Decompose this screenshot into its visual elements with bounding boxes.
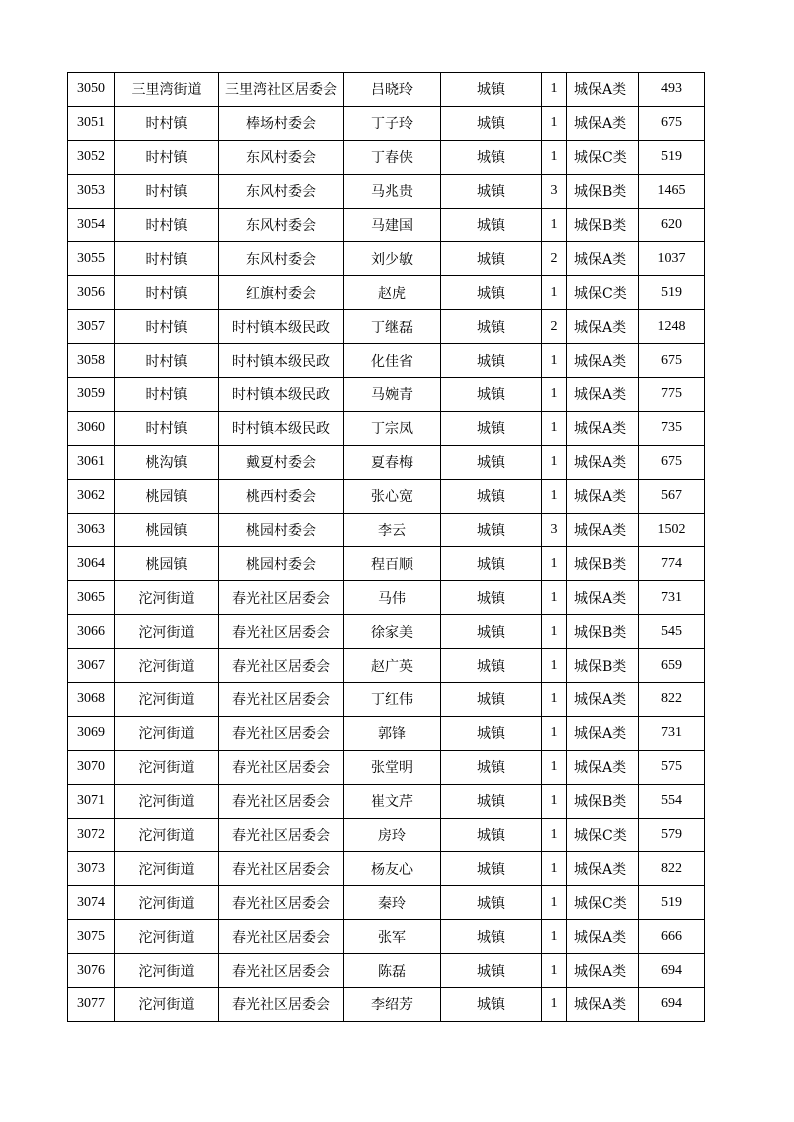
cell-persons: 1 bbox=[542, 411, 567, 445]
cell-area-type: 城镇 bbox=[441, 716, 542, 750]
cell-amount: 620 bbox=[639, 208, 705, 242]
cell-town: 时村镇 bbox=[115, 208, 219, 242]
cell-committee: 春光社区居委会 bbox=[219, 818, 344, 852]
table-row bbox=[68, 852, 705, 886]
table-row bbox=[68, 818, 705, 852]
cell-town: 三里湾街道 bbox=[115, 73, 219, 107]
cell-town: 桃园镇 bbox=[115, 547, 219, 581]
cell-name: 房玲 bbox=[344, 818, 441, 852]
cell-town: 沱河街道 bbox=[115, 649, 219, 683]
cell-area-type: 城镇 bbox=[441, 920, 542, 954]
cell-amount: 694 bbox=[639, 954, 705, 988]
cell-town: 沱河街道 bbox=[115, 784, 219, 818]
cell-persons: 1 bbox=[542, 852, 567, 886]
cell-persons: 1 bbox=[542, 750, 567, 784]
cell-category: 城保A类 bbox=[567, 750, 639, 784]
cell-town: 时村镇 bbox=[115, 242, 219, 276]
cell-amount: 822 bbox=[639, 683, 705, 717]
cell-name: 秦玲 bbox=[344, 886, 441, 920]
cell-category: 城保B类 bbox=[567, 784, 639, 818]
cell-record-number: 3063 bbox=[68, 513, 115, 547]
cell-amount: 659 bbox=[639, 649, 705, 683]
cell-name: 丁宗凤 bbox=[344, 411, 441, 445]
cell-persons: 1 bbox=[542, 106, 567, 140]
table-row bbox=[68, 581, 705, 615]
cell-amount: 519 bbox=[639, 140, 705, 174]
cell-amount: 774 bbox=[639, 547, 705, 581]
cell-committee: 桃园村委会 bbox=[219, 513, 344, 547]
cell-area-type: 城镇 bbox=[441, 106, 542, 140]
cell-persons: 1 bbox=[542, 479, 567, 513]
cell-record-number: 3061 bbox=[68, 445, 115, 479]
cell-category: 城保A类 bbox=[567, 106, 639, 140]
cell-category: 城保A类 bbox=[567, 852, 639, 886]
cell-town: 沱河街道 bbox=[115, 954, 219, 988]
cell-town: 桃沟镇 bbox=[115, 445, 219, 479]
cell-persons: 1 bbox=[542, 920, 567, 954]
cell-category: 城保A类 bbox=[567, 479, 639, 513]
cell-category: 城保A类 bbox=[567, 378, 639, 412]
table-row bbox=[68, 920, 705, 954]
cell-record-number: 3067 bbox=[68, 649, 115, 683]
cell-amount: 579 bbox=[639, 818, 705, 852]
cell-area-type: 城镇 bbox=[441, 547, 542, 581]
cell-area-type: 城镇 bbox=[441, 310, 542, 344]
table-row bbox=[68, 954, 705, 988]
cell-record-number: 3050 bbox=[68, 73, 115, 107]
cell-committee: 东风村委会 bbox=[219, 208, 344, 242]
cell-area-type: 城镇 bbox=[441, 750, 542, 784]
cell-name: 化佳省 bbox=[344, 344, 441, 378]
cell-amount: 694 bbox=[639, 988, 705, 1022]
cell-persons: 1 bbox=[542, 276, 567, 310]
cell-amount: 575 bbox=[639, 750, 705, 784]
table-row bbox=[68, 716, 705, 750]
cell-name: 赵广英 bbox=[344, 649, 441, 683]
cell-category: 城保C类 bbox=[567, 140, 639, 174]
table-row bbox=[68, 988, 705, 1022]
cell-town: 沱河街道 bbox=[115, 852, 219, 886]
cell-persons: 3 bbox=[542, 174, 567, 208]
cell-area-type: 城镇 bbox=[441, 886, 542, 920]
cell-category: 城保A类 bbox=[567, 683, 639, 717]
cell-amount: 675 bbox=[639, 344, 705, 378]
cell-record-number: 3077 bbox=[68, 988, 115, 1022]
cell-record-number: 3070 bbox=[68, 750, 115, 784]
table-row bbox=[68, 174, 705, 208]
cell-area-type: 城镇 bbox=[441, 513, 542, 547]
cell-name: 马兆贵 bbox=[344, 174, 441, 208]
cell-committee: 东风村委会 bbox=[219, 174, 344, 208]
table-row bbox=[68, 411, 705, 445]
table-row bbox=[68, 445, 705, 479]
cell-committee: 春光社区居委会 bbox=[219, 920, 344, 954]
cell-category: 城保A类 bbox=[567, 716, 639, 750]
cell-persons: 2 bbox=[542, 310, 567, 344]
table-row bbox=[68, 547, 705, 581]
cell-town: 时村镇 bbox=[115, 140, 219, 174]
table-row bbox=[68, 73, 705, 107]
cell-area-type: 城镇 bbox=[441, 445, 542, 479]
cell-committee: 棒场村委会 bbox=[219, 106, 344, 140]
cell-name: 程百顺 bbox=[344, 547, 441, 581]
cell-town: 沱河街道 bbox=[115, 750, 219, 784]
cell-amount: 1502 bbox=[639, 513, 705, 547]
cell-name: 张心宽 bbox=[344, 479, 441, 513]
table-row bbox=[68, 310, 705, 344]
cell-name: 郭锋 bbox=[344, 716, 441, 750]
cell-name: 丁子玲 bbox=[344, 106, 441, 140]
table-row bbox=[68, 784, 705, 818]
cell-record-number: 3062 bbox=[68, 479, 115, 513]
cell-area-type: 城镇 bbox=[441, 649, 542, 683]
cell-amount: 675 bbox=[639, 445, 705, 479]
cell-name: 赵虎 bbox=[344, 276, 441, 310]
cell-record-number: 3051 bbox=[68, 106, 115, 140]
cell-area-type: 城镇 bbox=[441, 683, 542, 717]
cell-name: 刘少敏 bbox=[344, 242, 441, 276]
table-row bbox=[68, 344, 705, 378]
cell-name: 崔文芹 bbox=[344, 784, 441, 818]
cell-town: 桃园镇 bbox=[115, 513, 219, 547]
cell-record-number: 3069 bbox=[68, 716, 115, 750]
table-row bbox=[68, 479, 705, 513]
cell-category: 城保A类 bbox=[567, 73, 639, 107]
cell-name: 吕晓玲 bbox=[344, 73, 441, 107]
cell-area-type: 城镇 bbox=[441, 988, 542, 1022]
cell-record-number: 3053 bbox=[68, 174, 115, 208]
cell-area-type: 城镇 bbox=[441, 411, 542, 445]
cell-committee: 春光社区居委会 bbox=[219, 954, 344, 988]
cell-area-type: 城镇 bbox=[441, 479, 542, 513]
cell-area-type: 城镇 bbox=[441, 378, 542, 412]
cell-town: 时村镇 bbox=[115, 411, 219, 445]
table-row bbox=[68, 513, 705, 547]
cell-record-number: 3066 bbox=[68, 615, 115, 649]
cell-name: 马婉青 bbox=[344, 378, 441, 412]
cell-persons: 1 bbox=[542, 581, 567, 615]
cell-area-type: 城镇 bbox=[441, 852, 542, 886]
cell-committee: 春光社区居委会 bbox=[219, 988, 344, 1022]
cell-amount: 519 bbox=[639, 276, 705, 310]
cell-town: 时村镇 bbox=[115, 378, 219, 412]
cell-category: 城保A类 bbox=[567, 242, 639, 276]
cell-area-type: 城镇 bbox=[441, 174, 542, 208]
cell-committee: 三里湾社区居委会 bbox=[219, 73, 344, 107]
cell-category: 城保A类 bbox=[567, 988, 639, 1022]
cell-amount: 519 bbox=[639, 886, 705, 920]
cell-category: 城保C类 bbox=[567, 886, 639, 920]
cell-record-number: 3068 bbox=[68, 683, 115, 717]
cell-committee: 春光社区居委会 bbox=[219, 581, 344, 615]
cell-record-number: 3072 bbox=[68, 818, 115, 852]
cell-persons: 1 bbox=[542, 445, 567, 479]
cell-category: 城保B类 bbox=[567, 208, 639, 242]
cell-town: 沱河街道 bbox=[115, 988, 219, 1022]
cell-persons: 1 bbox=[542, 615, 567, 649]
cell-name: 杨友心 bbox=[344, 852, 441, 886]
cell-area-type: 城镇 bbox=[441, 615, 542, 649]
cell-record-number: 3076 bbox=[68, 954, 115, 988]
cell-record-number: 3058 bbox=[68, 344, 115, 378]
cell-record-number: 3052 bbox=[68, 140, 115, 174]
cell-committee: 时村镇本级民政 bbox=[219, 411, 344, 445]
cell-category: 城保C类 bbox=[567, 818, 639, 852]
cell-name: 马伟 bbox=[344, 581, 441, 615]
cell-committee: 时村镇本级民政 bbox=[219, 344, 344, 378]
cell-committee: 春光社区居委会 bbox=[219, 784, 344, 818]
cell-name: 张堂明 bbox=[344, 750, 441, 784]
cell-town: 时村镇 bbox=[115, 106, 219, 140]
cell-amount: 666 bbox=[639, 920, 705, 954]
cell-name: 陈磊 bbox=[344, 954, 441, 988]
cell-area-type: 城镇 bbox=[441, 242, 542, 276]
cell-town: 时村镇 bbox=[115, 310, 219, 344]
cell-record-number: 3075 bbox=[68, 920, 115, 954]
table-row bbox=[68, 208, 705, 242]
cell-record-number: 3065 bbox=[68, 581, 115, 615]
cell-category: 城保A类 bbox=[567, 581, 639, 615]
cell-category: 城保A类 bbox=[567, 411, 639, 445]
cell-town: 时村镇 bbox=[115, 344, 219, 378]
table-row bbox=[68, 886, 705, 920]
cell-amount: 1248 bbox=[639, 310, 705, 344]
cell-record-number: 3064 bbox=[68, 547, 115, 581]
cell-amount: 822 bbox=[639, 852, 705, 886]
table-row bbox=[68, 242, 705, 276]
table-row bbox=[68, 615, 705, 649]
cell-committee: 春光社区居委会 bbox=[219, 750, 344, 784]
cell-name: 徐家美 bbox=[344, 615, 441, 649]
cell-category: 城保A类 bbox=[567, 920, 639, 954]
cell-persons: 1 bbox=[542, 140, 567, 174]
cell-town: 时村镇 bbox=[115, 276, 219, 310]
cell-category: 城保A类 bbox=[567, 344, 639, 378]
cell-town: 桃园镇 bbox=[115, 479, 219, 513]
cell-persons: 1 bbox=[542, 344, 567, 378]
cell-committee: 春光社区居委会 bbox=[219, 683, 344, 717]
cell-category: 城保B类 bbox=[567, 547, 639, 581]
cell-category: 城保A类 bbox=[567, 954, 639, 988]
cell-category: 城保C类 bbox=[567, 276, 639, 310]
cell-committee: 春光社区居委会 bbox=[219, 716, 344, 750]
cell-area-type: 城镇 bbox=[441, 818, 542, 852]
table-row bbox=[68, 683, 705, 717]
cell-persons: 1 bbox=[542, 208, 567, 242]
table-row bbox=[68, 276, 705, 310]
cell-amount: 775 bbox=[639, 378, 705, 412]
cell-name: 李云 bbox=[344, 513, 441, 547]
cell-committee: 红旗村委会 bbox=[219, 276, 344, 310]
cell-town: 时村镇 bbox=[115, 174, 219, 208]
cell-town: 沱河街道 bbox=[115, 886, 219, 920]
cell-name: 张军 bbox=[344, 920, 441, 954]
cell-persons: 1 bbox=[542, 378, 567, 412]
cell-town: 沱河街道 bbox=[115, 581, 219, 615]
cell-committee: 春光社区居委会 bbox=[219, 615, 344, 649]
cell-record-number: 3074 bbox=[68, 886, 115, 920]
cell-amount: 567 bbox=[639, 479, 705, 513]
cell-record-number: 3060 bbox=[68, 411, 115, 445]
cell-amount: 731 bbox=[639, 581, 705, 615]
cell-committee: 东风村委会 bbox=[219, 242, 344, 276]
cell-category: 城保A类 bbox=[567, 513, 639, 547]
cell-committee: 春光社区居委会 bbox=[219, 649, 344, 683]
cell-persons: 1 bbox=[542, 818, 567, 852]
cell-area-type: 城镇 bbox=[441, 344, 542, 378]
table-row bbox=[68, 140, 705, 174]
cell-town: 沱河街道 bbox=[115, 920, 219, 954]
cell-persons: 1 bbox=[542, 716, 567, 750]
table-row bbox=[68, 378, 705, 412]
cell-persons: 1 bbox=[542, 73, 567, 107]
cell-persons: 1 bbox=[542, 547, 567, 581]
cell-name: 李绍芳 bbox=[344, 988, 441, 1022]
cell-amount: 735 bbox=[639, 411, 705, 445]
cell-record-number: 3073 bbox=[68, 852, 115, 886]
cell-committee: 时村镇本级民政 bbox=[219, 378, 344, 412]
cell-amount: 731 bbox=[639, 716, 705, 750]
cell-committee: 东风村委会 bbox=[219, 140, 344, 174]
cell-town: 沱河街道 bbox=[115, 615, 219, 649]
cell-name: 丁春侠 bbox=[344, 140, 441, 174]
cell-persons: 3 bbox=[542, 513, 567, 547]
cell-amount: 1037 bbox=[639, 242, 705, 276]
cell-persons: 2 bbox=[542, 242, 567, 276]
cell-category: 城保B类 bbox=[567, 174, 639, 208]
cell-area-type: 城镇 bbox=[441, 581, 542, 615]
cell-record-number: 3059 bbox=[68, 378, 115, 412]
cell-committee: 时村镇本级民政 bbox=[219, 310, 344, 344]
cell-amount: 545 bbox=[639, 615, 705, 649]
table-body bbox=[68, 73, 705, 1022]
cell-persons: 1 bbox=[542, 683, 567, 717]
cell-area-type: 城镇 bbox=[441, 954, 542, 988]
cell-name: 丁红伟 bbox=[344, 683, 441, 717]
cell-committee: 春光社区居委会 bbox=[219, 886, 344, 920]
cell-amount: 675 bbox=[639, 106, 705, 140]
cell-record-number: 3054 bbox=[68, 208, 115, 242]
cell-name: 夏春梅 bbox=[344, 445, 441, 479]
cell-category: 城保B类 bbox=[567, 649, 639, 683]
cell-persons: 1 bbox=[542, 784, 567, 818]
table-row bbox=[68, 649, 705, 683]
cell-category: 城保A类 bbox=[567, 445, 639, 479]
cell-town: 沱河街道 bbox=[115, 818, 219, 852]
cell-amount: 493 bbox=[639, 73, 705, 107]
cell-record-number: 3057 bbox=[68, 310, 115, 344]
cell-area-type: 城镇 bbox=[441, 784, 542, 818]
records-table bbox=[67, 72, 705, 1022]
cell-category: 城保B类 bbox=[567, 615, 639, 649]
cell-committee: 春光社区居委会 bbox=[219, 852, 344, 886]
cell-name: 丁继磊 bbox=[344, 310, 441, 344]
cell-town: 沱河街道 bbox=[115, 716, 219, 750]
cell-area-type: 城镇 bbox=[441, 276, 542, 310]
cell-record-number: 3071 bbox=[68, 784, 115, 818]
cell-committee: 戴夏村委会 bbox=[219, 445, 344, 479]
cell-area-type: 城镇 bbox=[441, 140, 542, 174]
cell-amount: 554 bbox=[639, 784, 705, 818]
cell-persons: 1 bbox=[542, 886, 567, 920]
cell-name: 马建国 bbox=[344, 208, 441, 242]
cell-record-number: 3055 bbox=[68, 242, 115, 276]
table-row bbox=[68, 106, 705, 140]
cell-town: 沱河街道 bbox=[115, 683, 219, 717]
cell-persons: 1 bbox=[542, 649, 567, 683]
cell-category: 城保A类 bbox=[567, 310, 639, 344]
cell-area-type: 城镇 bbox=[441, 73, 542, 107]
cell-committee: 桃西村委会 bbox=[219, 479, 344, 513]
table-row bbox=[68, 750, 705, 784]
cell-committee: 桃园村委会 bbox=[219, 547, 344, 581]
cell-persons: 1 bbox=[542, 954, 567, 988]
cell-area-type: 城镇 bbox=[441, 208, 542, 242]
cell-record-number: 3056 bbox=[68, 276, 115, 310]
cell-persons: 1 bbox=[542, 988, 567, 1022]
cell-amount: 1465 bbox=[639, 174, 705, 208]
